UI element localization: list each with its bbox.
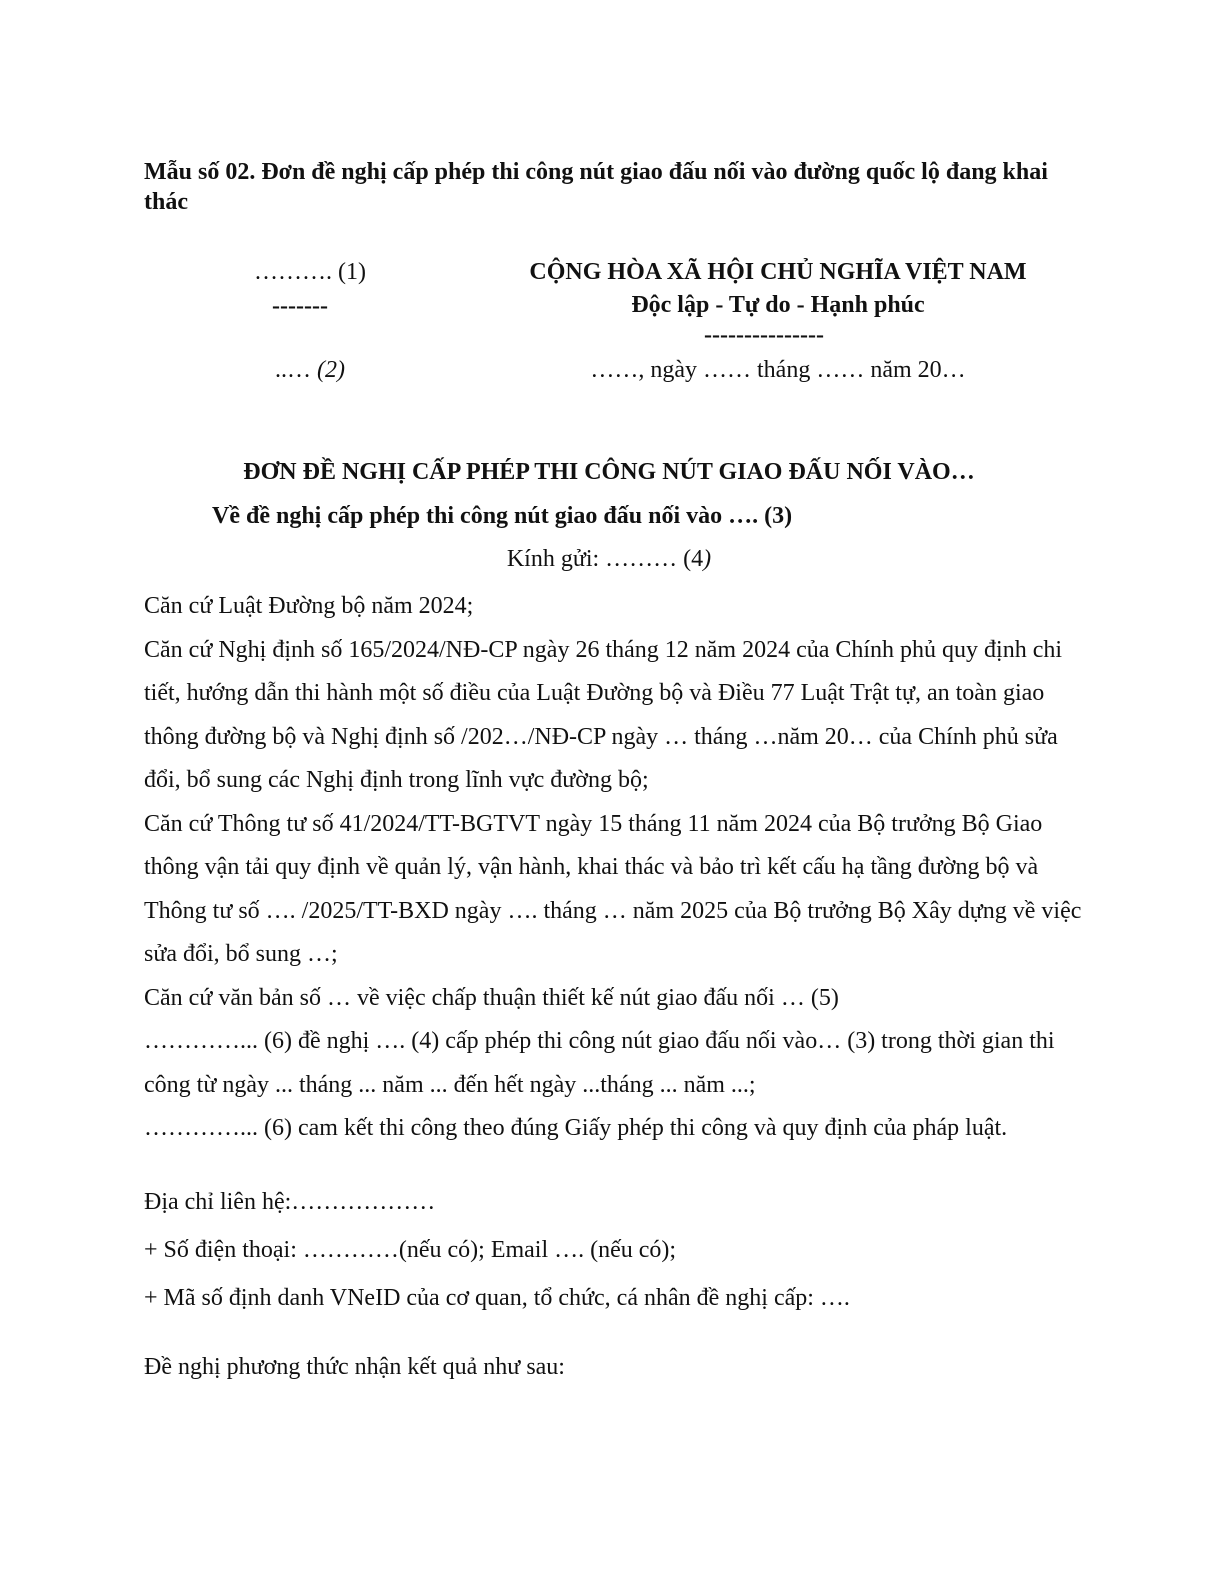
document-subtitle: Về đề nghị cấp phép thi công nút giao đấu nối vào …. (3) (212, 503, 793, 529)
recipient-line (144, 544, 1074, 574)
contact-phone-email: + Số điện thoại: …………(nếu có); Email …. (nếu có); (144, 1237, 677, 1263)
contact-section (144, 1178, 1084, 1322)
legal-basis-decree: Căn cứ Nghị định số 165/2024/NĐ-CP ngày 26 tháng 12 năm 2024 của Chính phủ quy định chi tiết, hướng dẫn thi hành một số điều của Luật Đường bộ và Điều 77 Luật Trật tự, an toàn giao thông đường bộ và Nghị định số /202…/NĐ-CP ngày … tháng …năm 20… của Chính phủ sửa đổi, bổ sung các Nghị định trong lĩnh vực đường bộ; (144, 636, 1063, 793)
document-number-ref: (2) (311, 357, 345, 383)
document-title: ĐƠN ĐỀ NGHỊ CẤP PHÉP THI CÔNG NÚT GIAO ĐẤU NỐI VÀO… (243, 459, 975, 485)
date-line: ……, ngày …… tháng …… năm 20… (590, 357, 966, 383)
recipient-close: ) (703, 546, 712, 572)
commitment-paragraph: …………... (6) cam kết thi công theo đúng Giấy phép thi công và quy định của pháp luật. (144, 1115, 1008, 1141)
contact-address: Địa chỉ liên hệ:……………… (144, 1189, 436, 1215)
document-number (200, 355, 420, 385)
issuing-agency: ………. (1) (254, 259, 366, 285)
country-name: CỘNG HÒA XÃ HỘI CHỦ NGHĨA VIỆT NAM (529, 259, 1027, 285)
agency-divider: ------- (272, 293, 328, 319)
national-motto: Độc lập - Tự do - Hạnh phúc (631, 292, 925, 318)
recipient-text: Kính gửi: ……… (4 (506, 546, 704, 572)
legal-basis-road-law: Căn cứ Luật Đường bộ năm 2024; (144, 593, 474, 619)
document-body (144, 585, 1084, 1151)
document-number-dots: ..… (275, 357, 311, 383)
request-paragraph: …………... (6) đề nghị …. (4) cấp phép thi công nút giao đấu nối vào… (3) trong thời gian thi công từ ngày ... tháng ... năm ... đến hết ngày ...tháng ... năm ...; (144, 1028, 1055, 1098)
motto-divider: --------------- (704, 322, 824, 348)
result-delivery-request: Đề nghị phương thức nhận kết quả như sau: (144, 1354, 565, 1380)
form-title: Mẫu số 02. Đơn đề nghị cấp phép thi công nút giao đấu nối vào đường quốc lộ đang khai thác (144, 159, 1048, 215)
legal-basis-approval: Căn cứ văn bản số … về việc chấp thuận thiết kế nút giao đấu nối … (5) (144, 984, 839, 1011)
legal-basis-circular: Căn cứ Thông tư số 41/2024/TT-BGTVT ngày 15 tháng 11 năm 2024 của Bộ trưởng Bộ Giao thông vận tải quy định về quản lý, vận hành, khai thác và bảo trì kết cấu hạ tầng đường bộ và Thông tư số …. /2025/TT-BXD ngày …. tháng … năm 2025 của Bộ trưởng Bộ Xây dựng về việc sửa đổi, bổ sung …; (144, 810, 1082, 967)
contact-vneid: + Mã số định danh VNeID của cơ quan, tổ chức, cá nhân đề nghị cấp: …. (144, 1285, 850, 1311)
